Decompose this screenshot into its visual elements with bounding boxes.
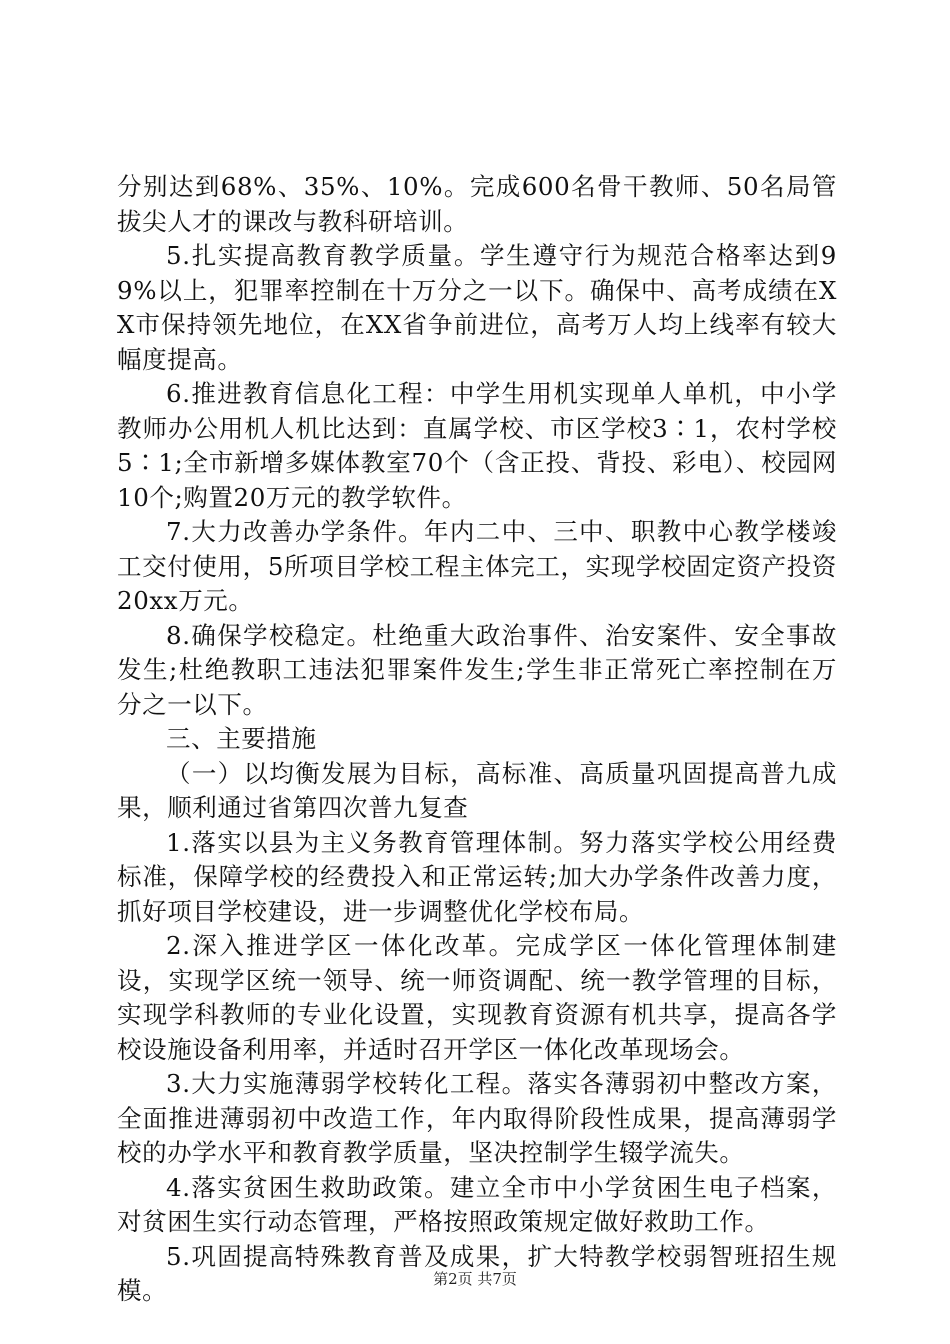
subsection-heading: （一）以均衡发展为目标，高标准、高质量巩固提高普九成果，顺利通过省第四次普九复查 bbox=[117, 758, 837, 822]
section-heading: 三、主要措施 bbox=[166, 724, 317, 753]
paragraph-10: 4.落实贫困生救助政策。建立全市中小学贫困生电子档案，对贫困生实行动态管理，严格按照政策规定做好救助工作。 bbox=[117, 1172, 837, 1236]
paragraph-0: 分别达到68%、35%、10%。完成600名骨干教师、50名局管拔尖人才的课改与教科研培训。 bbox=[117, 172, 837, 236]
paragraph-3: 7.大力改善办学条件。年内二中、三中、职教中心教学楼竣工交付使用，5所项目学校工程主体完工，实现学校固定资产投资20xx万元。 bbox=[117, 517, 838, 615]
paragraph-4: 8.确保学校稳定。杜绝重大政治事件、治安案件、安全事故发生;杜绝教职工违法犯罪案件发生;学生非正常死亡率控制在万分之一以下。 bbox=[117, 620, 837, 719]
paragraph-2: 6.推进教育信息化工程：中学生用机实现单人单机，中小学教师办公用机人机比达到：直属学校、市区学校3∶1，农村学校5∶1;全市新增多媒体教室70个（含正投、背投、彩电）、校园网10个;购置20万元的教学软件。 bbox=[117, 379, 837, 512]
paragraph-7: 1.落实以县为主义务教育管理体制。努力落实学校公用经费标准，保障学校的经费投入和正常运转;加大办学条件改善力度，抓好项目学校建设，进一步调整优化学校布局。 bbox=[117, 827, 837, 926]
document-body bbox=[117, 170, 837, 1309]
paragraph-8: 2.深入推进学区一体化改革。完成学区一体化管理体制建设，实现学区统一领导、统一师资调配、统一教学管理的目标，实现学科教师的专业化设置，实现教育资源有机共享，提高各学校设施设备利用率，并适时召开学区一体化改革现场会。 bbox=[117, 931, 837, 1064]
page-number-footer: 第2页 共7页 bbox=[433, 1270, 517, 1288]
paragraph-11: 5.巩固提高特殊教育普及成果，扩大特教学校弱智班招生规模。 bbox=[117, 1241, 837, 1305]
paragraph-9: 3.大力实施薄弱学校转化工程。落实各薄弱初中整改方案，全面推进薄弱初中改造工作，年内取得阶段性成果，提高薄弱学校的办学水平和教育教学质量，坚决控制学生辍学流失。 bbox=[117, 1069, 837, 1167]
paragraph-1: 5.扎实提高教育教学质量。学生遵守行为规范合格率达到99%以上，犯罪率控制在十万分之一以下。确保中、高考成绩在XX市保持领先地位，在XX省争前进位，高考万人均上线率有较大幅度提高。 bbox=[117, 241, 837, 374]
